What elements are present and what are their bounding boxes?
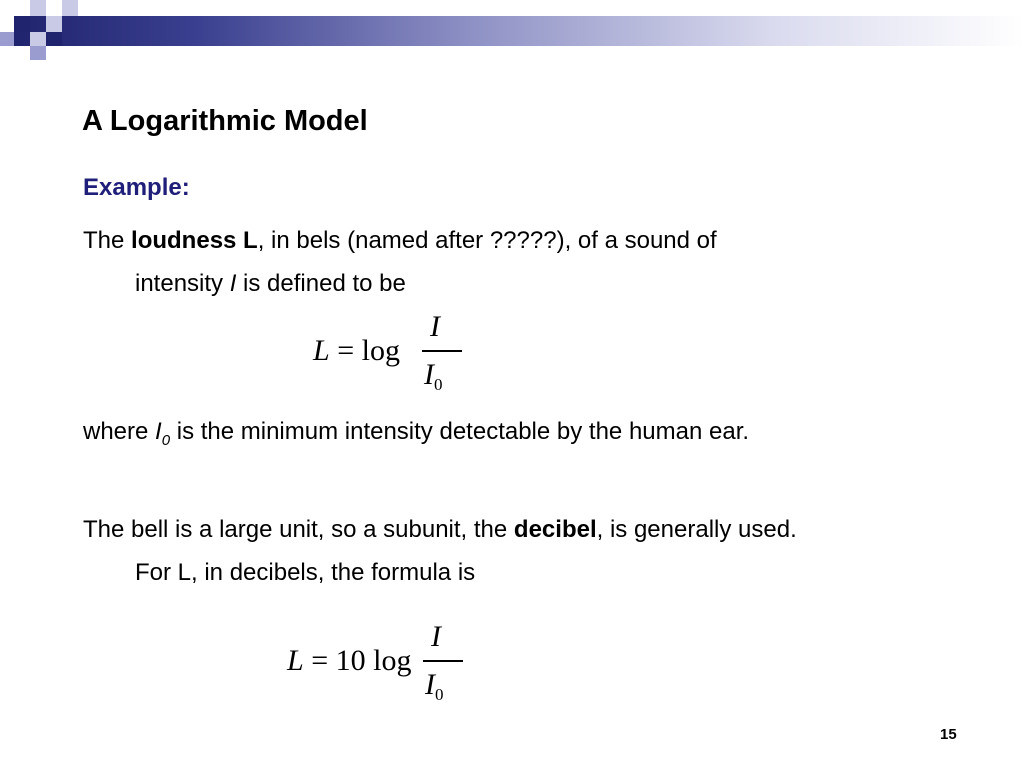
formula-lhs xyxy=(287,644,411,678)
text: The bell is a large unit, so a subunit, the xyxy=(83,516,514,543)
paragraph-where xyxy=(83,410,749,462)
fraction-denominator xyxy=(425,668,444,705)
decor-square xyxy=(62,0,78,16)
var-I: I xyxy=(424,358,434,391)
bold-term-decibel: decibel xyxy=(513,516,597,543)
formula-operator: = 10 log xyxy=(303,644,412,677)
decor-square xyxy=(0,32,14,46)
text: where xyxy=(83,418,156,445)
text: For L, in decibels, the formula is xyxy=(135,559,476,586)
italic-var-I0 xyxy=(155,418,171,449)
var-L: L xyxy=(313,334,330,367)
bold-term-loudness: loudness L xyxy=(131,227,258,254)
var-L: L xyxy=(287,644,304,677)
var-I: I xyxy=(155,418,162,445)
paragraph-loudness-definition xyxy=(83,219,717,305)
subscript-zero: 0 xyxy=(161,431,171,449)
fraction-bar xyxy=(423,660,463,662)
fraction-numerator: I xyxy=(430,310,440,343)
text: The xyxy=(83,227,132,254)
formula-lhs xyxy=(313,334,400,368)
decor-square xyxy=(30,0,46,16)
decor-square xyxy=(30,46,46,60)
fraction-denominator xyxy=(424,358,443,395)
text: , is generally used. xyxy=(596,516,797,543)
text: intensity xyxy=(135,270,230,297)
text: , in bels (named after ?????), of a sound of xyxy=(257,227,717,254)
formula-bels xyxy=(313,310,473,405)
italic-var-I: I xyxy=(229,270,237,297)
subscript-zero: 0 xyxy=(434,375,443,394)
text: is defined to be xyxy=(236,270,406,297)
slide-title: A Logarithmic Model xyxy=(82,105,368,137)
fraction-bar xyxy=(422,350,462,352)
decor-square xyxy=(46,32,62,46)
page-number: 15 xyxy=(940,726,957,743)
paragraph-decibel xyxy=(83,508,797,594)
formula-operator: = log xyxy=(329,334,400,367)
fraction-numerator: I xyxy=(431,620,441,653)
var-I: I xyxy=(425,668,435,701)
header-gradient-bar xyxy=(14,16,1024,46)
decor-square xyxy=(46,16,62,32)
formula-decibels xyxy=(287,620,467,715)
text: is the minimum intensity detectable by the human ear. xyxy=(170,418,750,445)
decor-square xyxy=(14,16,30,32)
subscript-zero: 0 xyxy=(435,685,444,704)
example-label: Example: xyxy=(83,174,190,201)
decor-square xyxy=(30,32,46,46)
